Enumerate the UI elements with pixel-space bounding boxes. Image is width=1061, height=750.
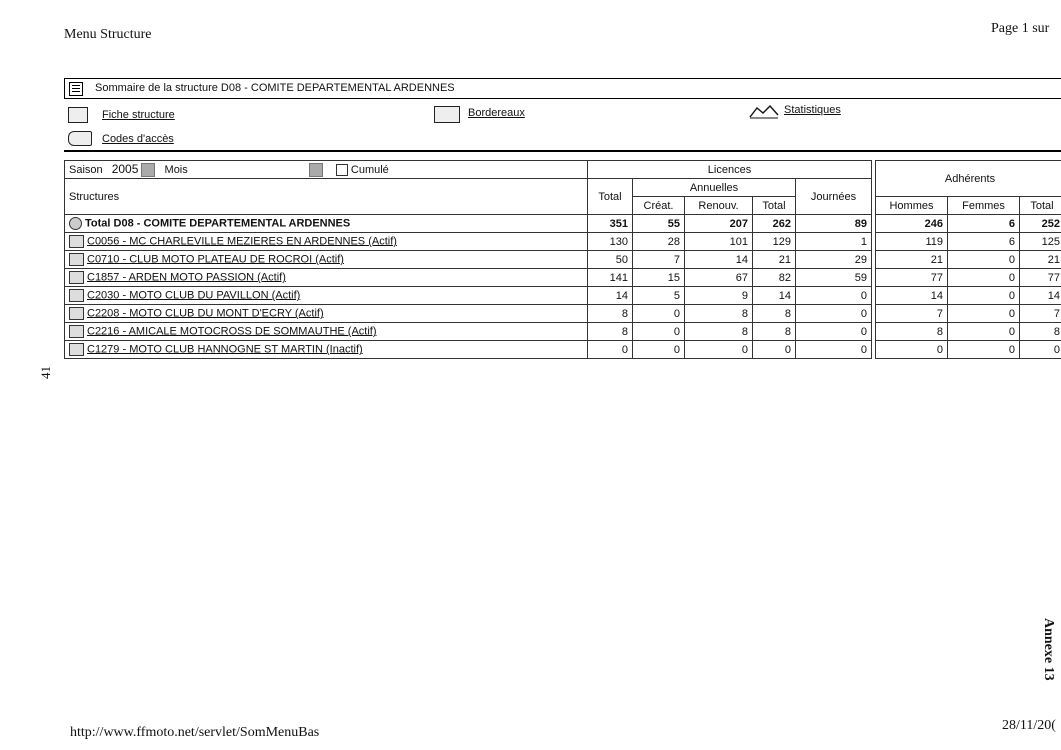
club-row [65, 341, 1061, 359]
codes-acces-link[interactable]: Codes d'accès [102, 133, 174, 145]
club-creat: 15 [633, 269, 685, 287]
page-header-title: Menu Structure [64, 27, 152, 42]
page-number: Page 1 sur [991, 21, 1050, 36]
club-icon [69, 343, 84, 356]
total-header: Total [588, 179, 633, 215]
club-total: 50 [588, 251, 633, 269]
total-row-label[interactable]: Total D08 - COMITE DEPARTEMENTAL ARDENNES [65, 215, 588, 233]
journees-header: Journées [796, 179, 872, 215]
club-femmes: 6 [948, 233, 1020, 251]
club-total: 8 [588, 305, 633, 323]
club-total: 14 [588, 287, 633, 305]
codes-icon [68, 131, 92, 146]
club-icon [69, 253, 84, 266]
club-creat: 28 [633, 233, 685, 251]
club-femmes: 0 [948, 341, 1020, 359]
club-journees: 0 [796, 305, 872, 323]
club-row [65, 305, 1061, 323]
club-adh_total: 77 [1020, 269, 1061, 287]
club-name-link[interactable]: C1279 - MOTO CLUB HANNOGNE ST MARTIN (Inactif) [65, 341, 588, 359]
saison-value[interactable]: 2005 [111, 161, 139, 176]
club-adh_total: 21 [1020, 251, 1061, 269]
mois-label: Mois [164, 163, 188, 176]
club-name-link[interactable]: C1857 - ARDEN MOTO PASSION (Actif) [65, 269, 588, 287]
club-name-link[interactable]: C2208 - MOTO CLUB DU MONT D'ECRY (Actif) [65, 305, 588, 323]
club-femmes: 0 [948, 251, 1020, 269]
club-hommes: 8 [876, 323, 948, 341]
links-area [64, 98, 1061, 152]
club-femmes: 0 [948, 269, 1020, 287]
club-renouv: 67 [685, 269, 753, 287]
annuelles-total-header: Total [753, 197, 796, 215]
club-hommes: 77 [876, 269, 948, 287]
femmes-header: Femmes [948, 197, 1020, 215]
club-name-link[interactable]: C2216 - AMICALE MOTOCROSS DE SOMMAUTHE (Actif) [65, 323, 588, 341]
adherents-header: Adhérents [876, 161, 1061, 197]
cumule-label: Cumulé [350, 163, 389, 176]
list-icon [69, 82, 83, 96]
club-renouv: 8 [685, 305, 753, 323]
club-row [65, 269, 1061, 287]
saison-label: Saison [69, 163, 103, 176]
club-adh_total: 14 [1020, 287, 1061, 305]
club-adh_total: 8 [1020, 323, 1061, 341]
club-creat: 5 [633, 287, 685, 305]
club-journees: 1 [796, 233, 872, 251]
cumule-checkbox[interactable] [336, 164, 348, 176]
total-row-total: 351 [588, 215, 633, 233]
club-adh_total: 125 [1020, 233, 1061, 251]
footer-date: 28/11/20( [1002, 718, 1056, 733]
federation-icon [69, 217, 82, 230]
total-row-creat: 55 [633, 215, 685, 233]
side-number: 41 [38, 366, 53, 379]
club-journees: 0 [796, 341, 872, 359]
club-hommes: 14 [876, 287, 948, 305]
club-ann_total: 82 [753, 269, 796, 287]
statistiques-icon [749, 103, 779, 119]
club-icon [69, 289, 84, 302]
club-journees: 59 [796, 269, 872, 287]
club-name-link[interactable]: C2030 - MOTO CLUB DU PAVILLON (Actif) [65, 287, 588, 305]
summary-title: Sommaire de la structure D08 - COMITE DEPARTEMENTAL ARDENNES [95, 82, 455, 94]
total-row-femmes: 6 [948, 215, 1020, 233]
licences-table [64, 160, 1061, 359]
club-icon [69, 307, 84, 320]
club-adh_total: 0 [1020, 341, 1061, 359]
club-hommes: 119 [876, 233, 948, 251]
bordereaux-link[interactable]: Bordereaux [468, 107, 525, 119]
statistiques-link[interactable]: Statistiques [784, 104, 841, 116]
club-ann_total: 129 [753, 233, 796, 251]
club-renouv: 14 [685, 251, 753, 269]
club-total: 141 [588, 269, 633, 287]
total-row-renouv: 207 [685, 215, 753, 233]
club-creat: 0 [633, 341, 685, 359]
creat-header: Créat. [633, 197, 685, 215]
club-row [65, 323, 1061, 341]
footer-url: http://www.ffmoto.net/servlet/SomMenuBas [70, 725, 320, 740]
mois-select-icon[interactable] [309, 163, 323, 177]
adh-total-header: Total [1020, 197, 1061, 215]
club-renouv: 9 [685, 287, 753, 305]
club-row [65, 287, 1061, 305]
filters-cell [65, 161, 588, 179]
club-ann_total: 0 [753, 341, 796, 359]
annuelles-header: Annuelles [633, 179, 796, 197]
total-row-ann-total: 262 [753, 215, 796, 233]
club-ann_total: 14 [753, 287, 796, 305]
total-row-adh-total: 252 [1020, 215, 1061, 233]
total-row-journees: 89 [796, 215, 872, 233]
hommes-header: Hommes [876, 197, 948, 215]
club-journees: 0 [796, 323, 872, 341]
club-name-link[interactable]: C0056 - MC CHARLEVILLE MEZIERES EN ARDENNES (Actif) [65, 233, 588, 251]
club-ann_total: 21 [753, 251, 796, 269]
club-femmes: 0 [948, 323, 1020, 341]
club-journees: 0 [796, 287, 872, 305]
summary-bar [64, 78, 1061, 99]
fiche-structure-link[interactable]: Fiche structure [102, 109, 175, 121]
club-hommes: 0 [876, 341, 948, 359]
club-ann_total: 8 [753, 305, 796, 323]
club-journees: 29 [796, 251, 872, 269]
club-row [65, 233, 1061, 251]
club-femmes: 0 [948, 287, 1020, 305]
licences-header: Licences [588, 161, 872, 179]
club-renouv: 101 [685, 233, 753, 251]
club-hommes: 21 [876, 251, 948, 269]
club-total: 0 [588, 341, 633, 359]
club-name-link[interactable]: C0710 - CLUB MOTO PLATEAU DE ROCROI (Actif) [65, 251, 588, 269]
club-adh_total: 7 [1020, 305, 1061, 323]
club-row [65, 251, 1061, 269]
club-icon [69, 271, 84, 284]
bordereaux-icon [434, 106, 460, 123]
saison-select-icon[interactable] [141, 163, 155, 177]
club-creat: 0 [633, 305, 685, 323]
club-creat: 0 [633, 323, 685, 341]
club-total: 130 [588, 233, 633, 251]
club-renouv: 0 [685, 341, 753, 359]
structures-header: Structures [65, 179, 588, 215]
club-total: 8 [588, 323, 633, 341]
renouv-header: Renouv. [685, 197, 753, 215]
club-ann_total: 8 [753, 323, 796, 341]
club-icon [69, 325, 84, 338]
club-icon [69, 235, 84, 248]
fiche-icon [68, 107, 88, 123]
club-femmes: 0 [948, 305, 1020, 323]
total-row-hommes: 246 [876, 215, 948, 233]
club-creat: 7 [633, 251, 685, 269]
total-row [65, 215, 1061, 233]
annexe-label: Annexe 13 [1041, 618, 1056, 681]
club-hommes: 7 [876, 305, 948, 323]
club-renouv: 8 [685, 323, 753, 341]
